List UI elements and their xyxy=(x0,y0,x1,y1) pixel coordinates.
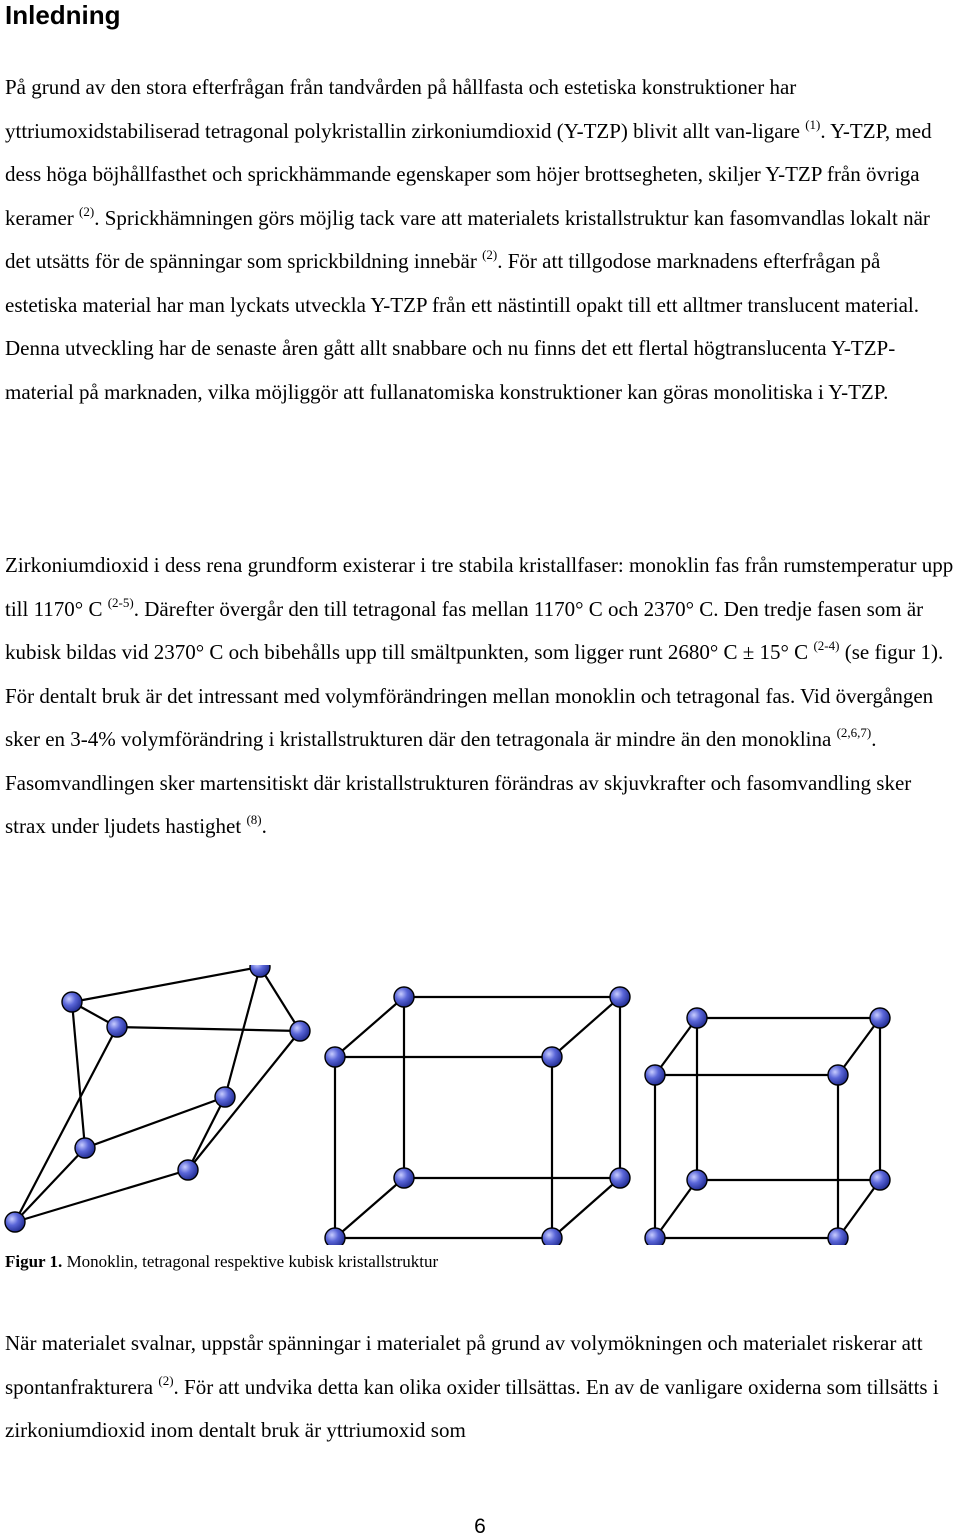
paragraph-text: . Därefter övergår den till tetragonal fas mellan 1170° C och 2370° C. Den tredje fasen som är kubisk bildas vid 2370° C och bibehålls upp till smältpunkten, som ligger runt 2680° C ± 15° C xyxy=(5,596,924,664)
citation-ref: (2) xyxy=(79,203,95,219)
lattice-atom xyxy=(62,992,82,1012)
lattice-atom xyxy=(542,1047,562,1067)
lattice-atom xyxy=(645,1065,665,1085)
lattice-atom xyxy=(610,987,630,1007)
lattice-edge xyxy=(655,1180,697,1238)
paragraph-intro xyxy=(5,66,957,414)
lattice-atom xyxy=(394,1168,414,1188)
paragraph-text: . Fasomvandlingen sker martensitiskt där kristallstrukturen förändras av skjuvkrafter och fasomvandling sker strax under ljudets hastighet xyxy=(5,727,912,838)
lattice-edge xyxy=(188,1031,300,1170)
paragraph-text: . xyxy=(261,814,267,838)
paragraph-text: . Y-TZP, med dess höga böjhållfasthet och sprickhämmande egenskaper som höjer brottsegheten, skiljer Y-TZP från övriga keramer xyxy=(5,118,932,230)
lattice-atom xyxy=(828,1065,848,1085)
lattice-edge xyxy=(335,1178,404,1238)
lattice-atom xyxy=(107,1017,127,1037)
citation-ref: (2-4) xyxy=(813,638,840,653)
page-number: 6 xyxy=(474,1515,486,1538)
lattice-atom xyxy=(325,1228,345,1245)
lattice-edge xyxy=(117,1027,300,1031)
lattice-atom xyxy=(75,1138,95,1158)
lattice-edge xyxy=(838,1180,880,1238)
paragraph-phases xyxy=(5,544,957,849)
lattice-atom xyxy=(870,1008,890,1028)
citation-ref: (1) xyxy=(805,116,821,132)
citation-ref: (2-5) xyxy=(107,594,134,610)
crystal-structure-figure xyxy=(0,965,960,1245)
lattice-atom xyxy=(250,965,270,977)
lattice-atom xyxy=(687,1008,707,1028)
paragraph-text: . För att tillgodose marknadens efterfrågan på estetiska material har man lyckats utveckla Y-TZP från ett nästintill opakt till ett alltmer translucent material. Denna utveckling har de senaste åren gått allt snabbare och nu finns det ett flertal högtranslucenta Y-TZP-material på marknaden, vilka möjliggör att fullanatomiska konstruktioner kan göras monolitiska i Y-TZP. xyxy=(5,249,919,404)
lattice-atom xyxy=(645,1228,665,1245)
lattice-atom xyxy=(828,1228,848,1245)
lattice-edge xyxy=(72,1002,85,1148)
lattice-atom xyxy=(5,1212,25,1232)
lattice-atom xyxy=(870,1170,890,1190)
lattice-atom xyxy=(687,1170,707,1190)
tetragonal-lattice xyxy=(325,987,630,1245)
lattice-edge xyxy=(552,997,620,1057)
lattice-edge xyxy=(15,1027,117,1222)
paragraph-text: (se figur 1). För dentalt bruk är det intressant med volymförändringen mellan monoklin och tetragonal fas. Vid övergången sker en 3-4% volymförändring i kristallstrukturen där den tetragonala är mindre än den monoklina xyxy=(5,640,944,751)
figure-caption xyxy=(5,1250,438,1274)
lattice-atom xyxy=(290,1021,310,1041)
lattice-atom xyxy=(542,1228,562,1245)
lattice-atom xyxy=(325,1047,345,1067)
lattice-atom xyxy=(178,1160,198,1180)
lattice-edge xyxy=(335,997,404,1057)
citation-ref: (8) xyxy=(246,812,262,827)
lattice-atom xyxy=(215,1087,235,1107)
paragraph-text: . Sprickhämningen görs möjlig tack vare att materialets kristallstruktur kan fasomvandlas lokalt när det utsätts för de spänningar som sprickbildning innebär xyxy=(5,205,930,273)
figure-label: Figur 1. xyxy=(5,1252,63,1271)
citation-ref: (2) xyxy=(158,1372,174,1388)
citation-ref: (2,6,7) xyxy=(836,725,872,740)
paragraph-text: När materialet svalnar, uppstår spänningar i materialet på grund av volymökningen och materialet riskerar att spontanfrakturera xyxy=(5,1331,923,1399)
section-heading: Inledning xyxy=(5,0,121,30)
lattice-atom xyxy=(394,987,414,1007)
paragraph-text: . För att undvika detta kan olika oxider tillsättas. En av de vanligare oxiderna som tillsätts i zirkoniumdioxid inom dentalt bruk är yttriumoxid som xyxy=(5,1374,939,1442)
lattice-edge xyxy=(225,967,260,1097)
lattice-edge xyxy=(72,967,260,1002)
lattice-edge xyxy=(552,1178,620,1238)
lattice-atom xyxy=(610,1168,630,1188)
monoclinic-lattice xyxy=(5,965,310,1232)
paragraph-cooling xyxy=(5,1322,957,1453)
figure-caption-text: Monoklin, tetragonal respektive kubisk kristallstruktur xyxy=(62,1252,439,1271)
citation-ref: (2) xyxy=(482,247,498,262)
paragraph-text: Zirkoniumdioxid i dess rena grundform existerar i tre stabila kristallfaser: monoklin fas från rumstemperatur upp till 1170° C xyxy=(5,553,954,621)
cubic-lattice xyxy=(645,1008,890,1245)
lattice-edge xyxy=(260,967,300,1031)
paragraph-text: På grund av den stora efterfrågan från tandvården på hållfasta och estetiska konstruktioner har yttriumoxidstabiliserad tetragonal polykristallin zirkoniumdioxid (Y-TZP) blivit allt van-ligare xyxy=(5,75,806,143)
